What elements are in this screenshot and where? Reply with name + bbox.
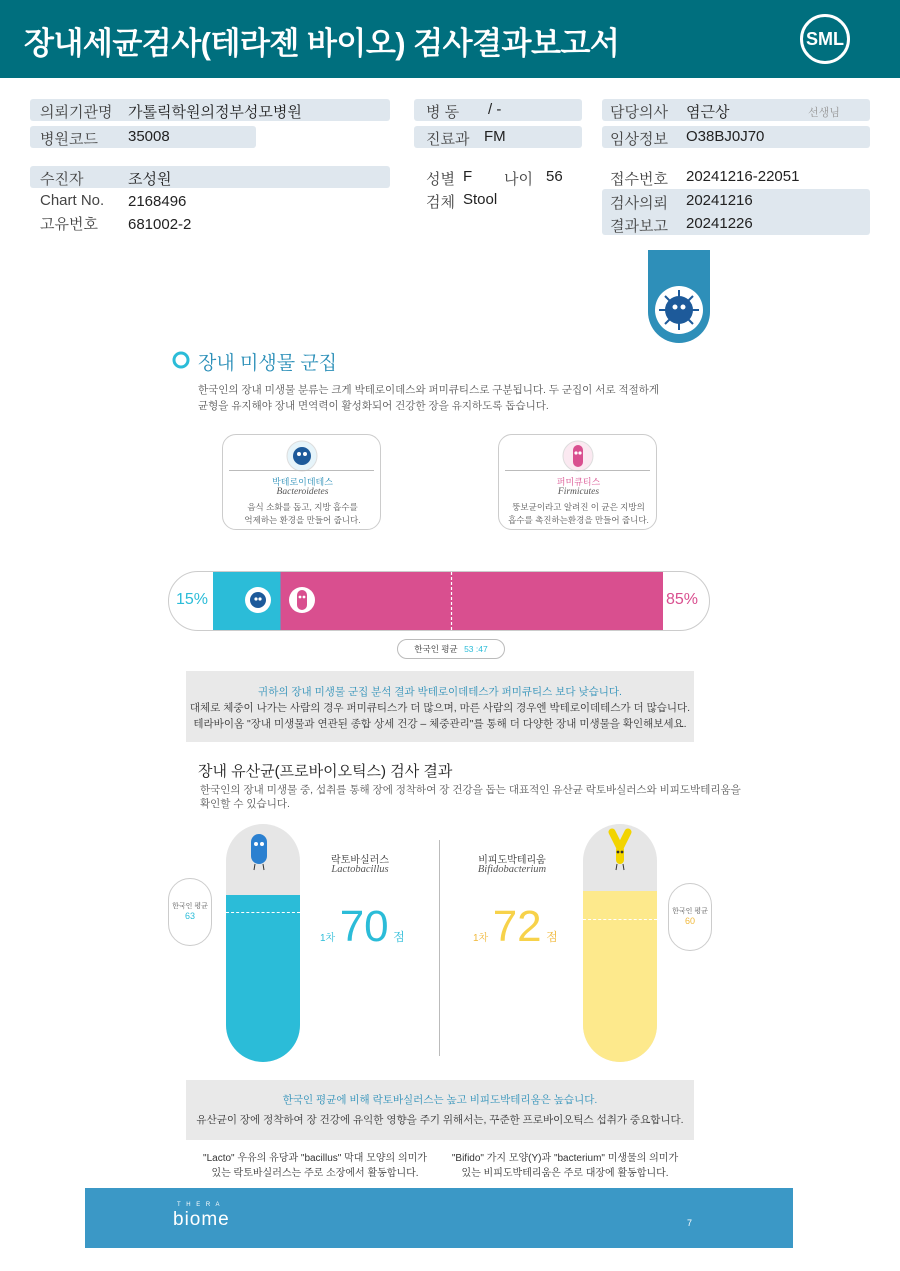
report-value: 20241226 bbox=[686, 215, 753, 232]
lacto-round: 1차 bbox=[320, 933, 336, 944]
probiotics-title: 장내 유산균(프로바이오틱스) 검사 결과 bbox=[198, 763, 453, 780]
specimen-value: Stool bbox=[463, 191, 498, 208]
community-title: 장내 미생물 군집 bbox=[198, 353, 338, 374]
page-number: 7 bbox=[687, 1218, 693, 1228]
bifido-round: 1차 bbox=[473, 933, 489, 944]
receipt-label: 접수번호 bbox=[610, 171, 668, 188]
probiotics-divider bbox=[439, 840, 440, 1056]
hospital-code-value: 35008 bbox=[128, 128, 170, 145]
bacteroidetes-name: 박테로이데테스 bbox=[272, 477, 333, 487]
community-note-3: 테라바이옴 "장내 미생물과 연관된 종합 상세 건강 – 체중관리"를 통해 더 다양한 장내 미생물을 확인해보세요. bbox=[193, 718, 687, 730]
unique-label: 고유번호 bbox=[40, 216, 98, 233]
brand-logo: biome bbox=[173, 1209, 230, 1230]
report-header bbox=[0, 0, 900, 78]
bifido-footnote bbox=[440, 1151, 690, 1181]
community-note-1: 귀하의 장내 미생물 군집 분석 결과 박테로이데테스가 퍼미큐티스 보다 낮습니다. bbox=[258, 686, 622, 698]
firmicutes-latin: Firmicutes bbox=[557, 487, 600, 497]
bifidobacterium-average-line bbox=[583, 919, 657, 920]
lactobacillus-fill bbox=[226, 895, 300, 1062]
lacto-unit: 점 bbox=[393, 930, 405, 944]
firmicutes-card bbox=[498, 434, 657, 530]
lacto-avg-value: 63 bbox=[184, 911, 195, 921]
lacto-name: 락토바실러스 bbox=[331, 855, 389, 866]
probiotics-desc-2: 확인할 수 있습니다. bbox=[200, 798, 290, 810]
patient-label: 수진자 bbox=[40, 171, 84, 188]
korean-average-pill bbox=[397, 639, 505, 659]
community-desc-2: 균형을 유지해야 장내 면역력이 활성화되어 건강한 장을 유지하도록 돕습니다. bbox=[198, 400, 549, 412]
hospital-code-label: 병원코드 bbox=[40, 131, 98, 148]
brand-top: T H E R A bbox=[177, 1202, 222, 1208]
probiotics-desc-1: 한국인의 장내 미생물 중, 섭취를 통해 장에 정착하여 장 건강을 돕는 대표적인 유산균 락토바실러스와 비피도박테리움을 bbox=[200, 784, 741, 796]
bacteroidetes-desc-1: 음식 소화를 돕고, 지방 흡수를 bbox=[247, 502, 358, 512]
avg-value: 53 :47 bbox=[464, 644, 488, 654]
clinical-value: O38BJ0J70 bbox=[686, 128, 765, 145]
lacto-average-badge bbox=[168, 878, 212, 946]
bacteroidetes-icon bbox=[285, 439, 319, 473]
bifido-average-badge bbox=[668, 883, 712, 951]
lactobacillus-average-line bbox=[226, 912, 300, 913]
receipt-value: 20241216-22051 bbox=[686, 168, 800, 185]
bifido-avg-value: 60 bbox=[684, 916, 695, 926]
doctor-suffix: 선생님 bbox=[808, 107, 840, 119]
ratio-bar bbox=[213, 572, 663, 630]
firmicutes-desc-1: 뚱보균이라고 알려진 이 균은 지방의 bbox=[512, 502, 645, 512]
doctor-value: 염근상 bbox=[686, 104, 730, 121]
page-footer bbox=[85, 1188, 793, 1248]
lacto-score-block bbox=[320, 902, 405, 952]
bacteroidetes-pct: 15% bbox=[176, 591, 209, 608]
bifido-score-block bbox=[473, 902, 558, 952]
bookmark-tab bbox=[648, 250, 712, 346]
request-value: 20241216 bbox=[686, 192, 753, 209]
age-value: 56 bbox=[546, 168, 563, 185]
institution-label: 의뢰기관명 bbox=[40, 104, 113, 121]
bifido-footnote-2: 있는 비피도박테리움은 주로 대장에 활동합니다. bbox=[461, 1168, 669, 1179]
bifido-latin: Bifidobacterium bbox=[477, 864, 547, 875]
lacto-footnote-2: 있는 락토바실러스는 주로 소장에서 활동합니다. bbox=[211, 1168, 419, 1179]
clinical-label: 임상정보 bbox=[610, 131, 668, 148]
bifido-footnote-1: "Bifido" 가지 모양(Y)과 "bacterium" 미생물의 의미가 bbox=[451, 1153, 679, 1164]
lacto-latin: Lactobacillus bbox=[331, 864, 389, 875]
bifido-name: 비피도박테리움 bbox=[478, 855, 546, 866]
probiotics-note bbox=[186, 1080, 694, 1140]
firmicutes-desc-2: 흡수를 촉진하는환경을 만들어 줍니다. bbox=[508, 515, 649, 525]
bifido-unit: 점 bbox=[546, 930, 558, 944]
unique-value: 681002-2 bbox=[128, 216, 192, 233]
report-title: 장내세균검사(테라젠 바이오) 검사결과보고서 bbox=[24, 26, 620, 61]
bar-firmicutes-icon bbox=[289, 587, 315, 613]
bacteroidetes-latin: Bacteroidetes bbox=[276, 487, 329, 497]
specimen-label: 검체 bbox=[426, 194, 455, 211]
report-label: 결과보고 bbox=[610, 218, 668, 235]
firmicutes-icon bbox=[561, 439, 595, 473]
lacto-score: 70 bbox=[339, 902, 389, 951]
doctor-label: 담당의사 bbox=[610, 104, 668, 121]
lacto-footnote bbox=[190, 1151, 440, 1181]
firmicutes-bar bbox=[281, 572, 664, 630]
chart-value: 2168496 bbox=[128, 193, 187, 210]
probiotics-note-2: 유산균이 장에 정착하여 장 건강에 유익한 영향을 주기 위해서는, 꾸준한 프로바이오틱스 섭취가 중요합니다. bbox=[196, 1114, 684, 1126]
institution-value: 가톨릭학원의정부성모병원 bbox=[128, 104, 302, 121]
avg-label: 한국인 평균 bbox=[414, 644, 458, 654]
sex-label: 성별 bbox=[426, 171, 455, 188]
lacto-footnote-1: "Lacto" 우유의 유당과 "bacillus" 막대 모양의 의미가 bbox=[203, 1153, 427, 1164]
chart-label: Chart No. bbox=[40, 192, 105, 209]
bifidobacterium-character-icon bbox=[604, 828, 638, 872]
ward-value: / - bbox=[488, 101, 502, 118]
age-label: 나이 bbox=[504, 171, 533, 188]
bacteroidetes-card bbox=[222, 434, 381, 530]
community-note-2: 대체로 체중이 나가는 사람의 경우 퍼미큐티스가 더 많으며, 마른 사람의 경우엔 박테로이데테스가 더 많습니다. bbox=[189, 702, 691, 714]
bifido-avg-label: 한국인 평균 bbox=[672, 908, 708, 915]
bar-bacteroidetes-icon bbox=[245, 587, 271, 613]
sex-value: F bbox=[463, 168, 473, 185]
patient-value: 조성원 bbox=[128, 171, 172, 188]
firmicutes-pct: 85% bbox=[666, 591, 699, 608]
sml-logo bbox=[800, 14, 850, 64]
community-desc-1: 한국인의 장내 미생물 분류는 크게 박테로이데스와 퍼미큐티스로 구분됩니다. 두 군집이 서로 적절하게 bbox=[198, 384, 660, 396]
ward-label: 병 동 bbox=[426, 104, 460, 121]
patient-row bbox=[30, 166, 390, 188]
lactobacillus-character-icon bbox=[244, 830, 274, 872]
lacto-avg-label: 한국인 평균 bbox=[172, 903, 208, 910]
sml-logo-text: SML bbox=[806, 29, 844, 49]
bifidobacterium-fill bbox=[583, 891, 657, 1062]
request-label: 검사의뢰 bbox=[610, 195, 668, 212]
bacteroidetes-desc-2: 억제하는 환경을 만들어 줍니다. bbox=[244, 515, 361, 525]
dept-value: FM bbox=[484, 128, 506, 145]
section-ring-icon bbox=[171, 350, 191, 370]
dept-label: 진료과 bbox=[426, 131, 470, 148]
probiotics-note-1: 한국인 평균에 비해 락토바실러스는 높고 비피도박테리움은 높습니다. bbox=[282, 1094, 598, 1106]
firmicutes-name: 퍼미큐티스 bbox=[556, 477, 601, 487]
bifido-score: 72 bbox=[492, 902, 542, 951]
community-note bbox=[186, 671, 694, 742]
